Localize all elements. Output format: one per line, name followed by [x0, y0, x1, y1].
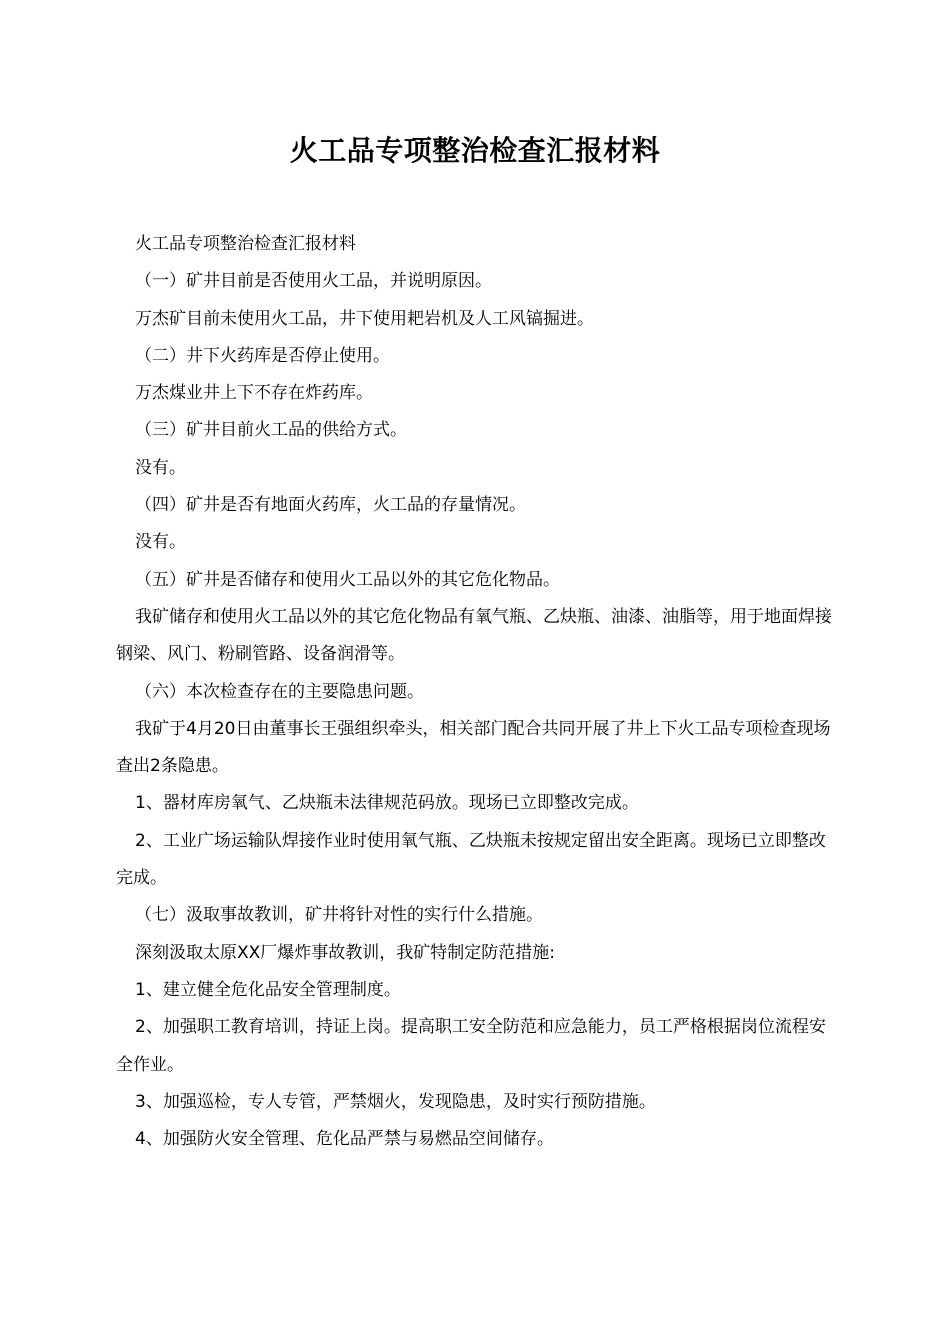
document-title: 火工品专项整治检查汇报材料 — [289, 134, 661, 167]
document-body — [116, 226, 836, 1158]
paragraph-10: （五）矿井是否储存和使用火工品以外的其它危化物品。 — [135, 569, 560, 590]
paragraph-17: 深刻汲取太原XX厂爆炸事故教训，我矿特制定防范措施: — [135, 942, 556, 963]
paragraph-1: 火工品专项整治检查汇报材料 — [135, 234, 356, 254]
paragraph-12: （六）本次检查存在的主要隐患问题。 — [135, 681, 424, 702]
paragraph-4: （二）井下火药库是否停止使用。 — [135, 345, 390, 366]
paragraph-3: 万杰矿目前未使用火工品，井下使用耙岩机及人工风镐掘进。 — [135, 308, 594, 329]
paragraph-9: 没有。 — [135, 532, 186, 553]
paragraph-13: 我矿于4月20日由董事长王强组织牵头，相关部门配合共同开展了井上下火工品专项检查现场查出2条隐患。 — [116, 718, 831, 777]
paragraph-19: 2、加强职工教育培训，持证上岗。提高职工安全防范和应急能力，员工严格根据岗位流程安全作业。 — [116, 1017, 826, 1075]
paragraph-2: （一）矿井目前是否使用火工品，并说明原因。 — [135, 271, 492, 292]
paragraph-6: （三）矿井目前火工品的供给方式。 — [135, 420, 407, 441]
paragraph-8: （四）矿井是否有地面火药库，火工品的存量情况。 — [135, 495, 526, 516]
paragraph-15: 2、工业广场运输队焊接作业时使用氧气瓶、乙炔瓶未按规定留出安全距离。现场已立即整改完成。 — [116, 830, 826, 889]
paragraph-7: 没有。 — [135, 457, 186, 478]
paragraph-5: 万杰煤业井上下不存在炸药库。 — [135, 383, 373, 404]
paragraph-18: 1、建立健全危化品安全管理制度。 — [135, 979, 401, 1000]
paragraph-20: 3、加强巡检，专人专管，严禁烟火，发现隐患，及时实行预防措施。 — [135, 1091, 656, 1112]
paragraph-11: 我矿储存和使用火工品以外的其它危化物品有氧气瓶、乙炔瓶、油漆、油脂等，用于地面焊接钢梁、风门、粉刷管路、设备润滑等。 — [116, 606, 832, 665]
paragraph-21: 4、加强防火安全管理、危化品严禁与易燃品空间储存。 — [135, 1129, 554, 1150]
paragraph-16: （七）汲取事故教训，矿井将针对性的实行什么措施。 — [135, 905, 543, 926]
paragraph-14: 1、器材库房氧气、乙炔瓶未法律规范码放。现场已立即整改完成。 — [135, 793, 639, 814]
